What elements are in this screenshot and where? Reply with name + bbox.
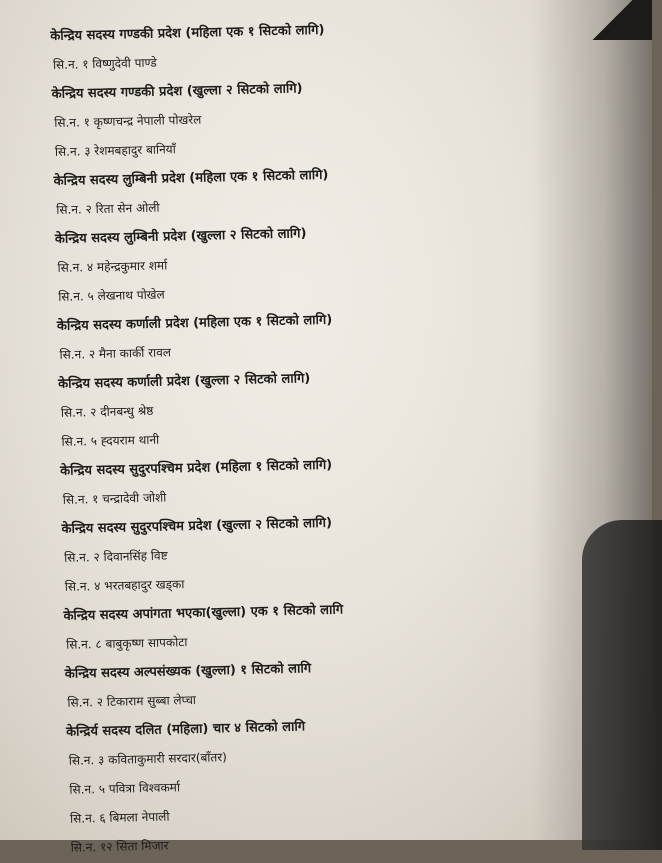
candidate-entry: सि.न. १२ सिता मिजार (70, 838, 169, 855)
candidate-entry: सि.न. १ चन्द्रादेवी जोशी (62, 490, 167, 507)
candidate-entry: सि.न. २ दिवानसिंह विष्ट (64, 548, 168, 565)
candidate-entry: सि.न. २ टिकाराम सुब्बा लेप्चा (67, 692, 197, 710)
candidate-entry: सि.न. ५ पवित्रा विश्वकर्मा (69, 780, 181, 797)
section-heading: केन्द्रिय सदस्य गण्डकी प्रदेश (खुल्ला २ सिटको लागि) (51, 81, 303, 102)
candidate-entry: सि.न. २ मैना कार्की रावल (59, 345, 172, 362)
candidate-entry: सि.न. ३ रेशमबहादुर बानियाँ (54, 142, 176, 159)
candidate-entry: सि.न. ३ कविताकुमारी सरदार(बाँतर) (68, 750, 228, 768)
document-body (50, 10, 609, 863)
background-corner (592, 0, 652, 40)
finger-shadow (582, 520, 662, 850)
candidate-entry: सि.न. ४ भरतबहादुर खड्का (64, 577, 185, 594)
candidate-entry: सि.न. २ रिता सेन ओली (56, 200, 160, 217)
section-heading: केन्द्रिर्य सदस्य दलित (महिला) चार ४ सिटको लागि (65, 719, 306, 740)
section-heading: केन्द्रिय सदस्य सुदुरपश्चिम प्रदेश (महिला १ सिटको लागि) (60, 457, 333, 479)
candidate-entry: सि.न. ४ महेन्द्रकुमार शर्मा (57, 258, 168, 275)
candidate-entry: सि.न. २ दीनबन्धु श्रेष्ठ (60, 403, 154, 420)
section-heading: केन्द्रिय सदस्य अपांगता भएका(खुल्ला) एक १ सिटको लागि (63, 602, 344, 624)
section-heading: केन्द्रिय सदस्य गण्डकी प्रदेश (महिला एक १ सिटको लागि) (50, 22, 325, 44)
section-heading: केन्द्रिय सदस्य अल्पसंख्यक (खुल्ला) १ सिटको लागि (64, 661, 312, 682)
section-heading: केन्द्रिय सदस्य सुदुरपश्चिम प्रदेश (खुल्ला २ सिटको लागि) (61, 515, 333, 537)
candidate-entry: सि.न. ८ बाबुकृष्ण सापकोटा (65, 635, 188, 652)
section-heading: केन्द्रिय सदस्य लुम्बिनी प्रदेश (खुल्ला २ सिटको लागि) (54, 226, 307, 247)
candidate-entry: सि.न. ६ बिमला नेपाली (69, 809, 170, 826)
section-heading: केन्द्रिय सदस्य कर्णाली प्रदेश (खुल्ला २ सिटको लागि) (58, 371, 311, 392)
candidate-entry: सि.न. १ कृष्णचन्द्र नेपाली पोखरेल (54, 112, 202, 130)
section-heading: केन्द्रिय सदस्य कर्णाली प्रदेश (महिला एक १ सिटको लागि) (56, 312, 333, 334)
section-heading: केन्द्रिय सदस्य लुम्बिनी प्रदेश (महिला एक १ सिटको लागि) (53, 167, 329, 189)
candidate-entry: सि.न. १ विष्णुदेवी पाण्डे (52, 55, 157, 72)
candidate-entry: सि.न. ५ ह्दयराम थानी (61, 432, 160, 449)
candidate-entry: सि.न. ५ लेखनाथ पोखेल (58, 287, 165, 304)
